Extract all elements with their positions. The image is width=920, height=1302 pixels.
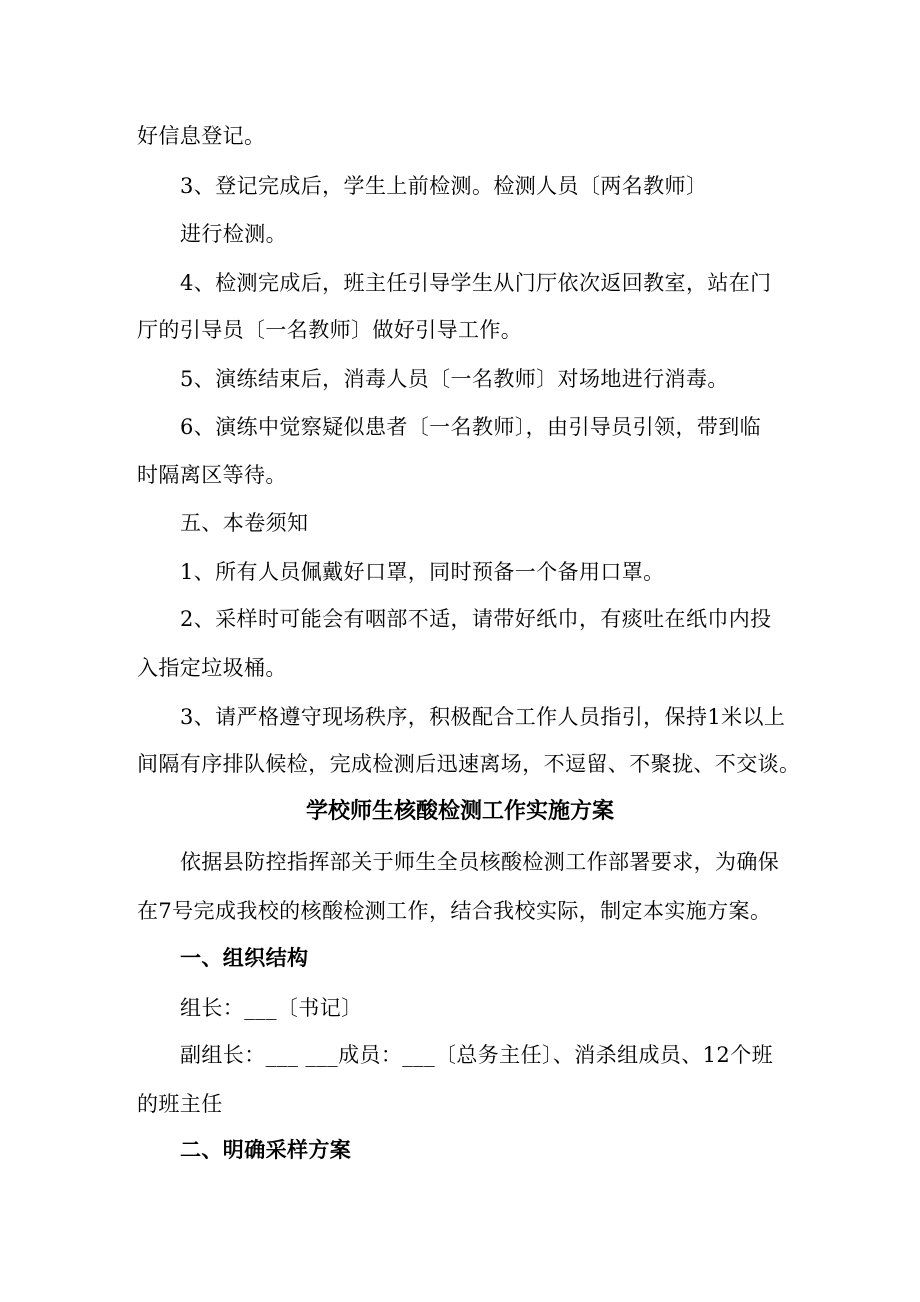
paragraph-line: 时隔离区等待。 [137, 463, 287, 487]
paragraph-line: 依据县防控指挥部关于师生全员核酸检测工作部署要求，为确保 [180, 850, 780, 874]
paragraph-line: 厅的引导员〔一名教师〕做好引导工作。 [137, 318, 523, 342]
paragraph-line: 3、登记完成后，学生上前检测。检测人员〔两名教师〕 [180, 174, 708, 198]
paragraph-line: 在7号完成我校的核酸检测工作，结合我校实际，制定本实施方案。 [137, 899, 772, 923]
paragraph-line: 6、演练中觉察疑似患者〔一名教师〕，由引导员引领，带到临 [180, 415, 762, 439]
document-title: 学校师生核酸检测工作实施方案 [305, 799, 614, 824]
paragraph-line: 副组长：___ ___成员：___〔总务主任〕、消杀组成员、12个班 [180, 1043, 773, 1067]
paragraph-line: 间隔有序排队候检，完成检测后迅速离场，不逗留、不聚拢、不交谈。 [137, 752, 801, 776]
section-heading: 二、明确采样方案 [180, 1138, 352, 1162]
paragraph-line: 4、检测完成后，班主任引导学生从门厅依次返回教室，站在门 [180, 271, 772, 295]
paragraph-line: 组长：___〔书记〕 [180, 996, 363, 1020]
section-heading: 五、本卷须知 [180, 511, 309, 535]
paragraph-line: 3、请严格遵守现场秩序，积极配合工作人员指引，保持1米以上 [180, 705, 786, 729]
paragraph-line: 2、采样时可能会有咽部不适，请带好纸巾，有痰吐在纸巾内投 [180, 607, 772, 631]
paragraph-line: 5、演练结束后，消毒人员〔一名教师〕对场地进行消毒。 [180, 367, 729, 391]
paragraph-line: 的班主任 [137, 1092, 223, 1116]
section-heading: 一、组织结构 [180, 946, 309, 970]
paragraph-line: 进行检测。 [180, 222, 287, 246]
paragraph-line: 入指定垃圾桶。 [137, 656, 287, 680]
paragraph-line: 1、所有人员佩戴好口罩，同时预备一个备用口罩。 [180, 560, 665, 584]
paragraph-line: 好信息登记。 [137, 124, 266, 148]
